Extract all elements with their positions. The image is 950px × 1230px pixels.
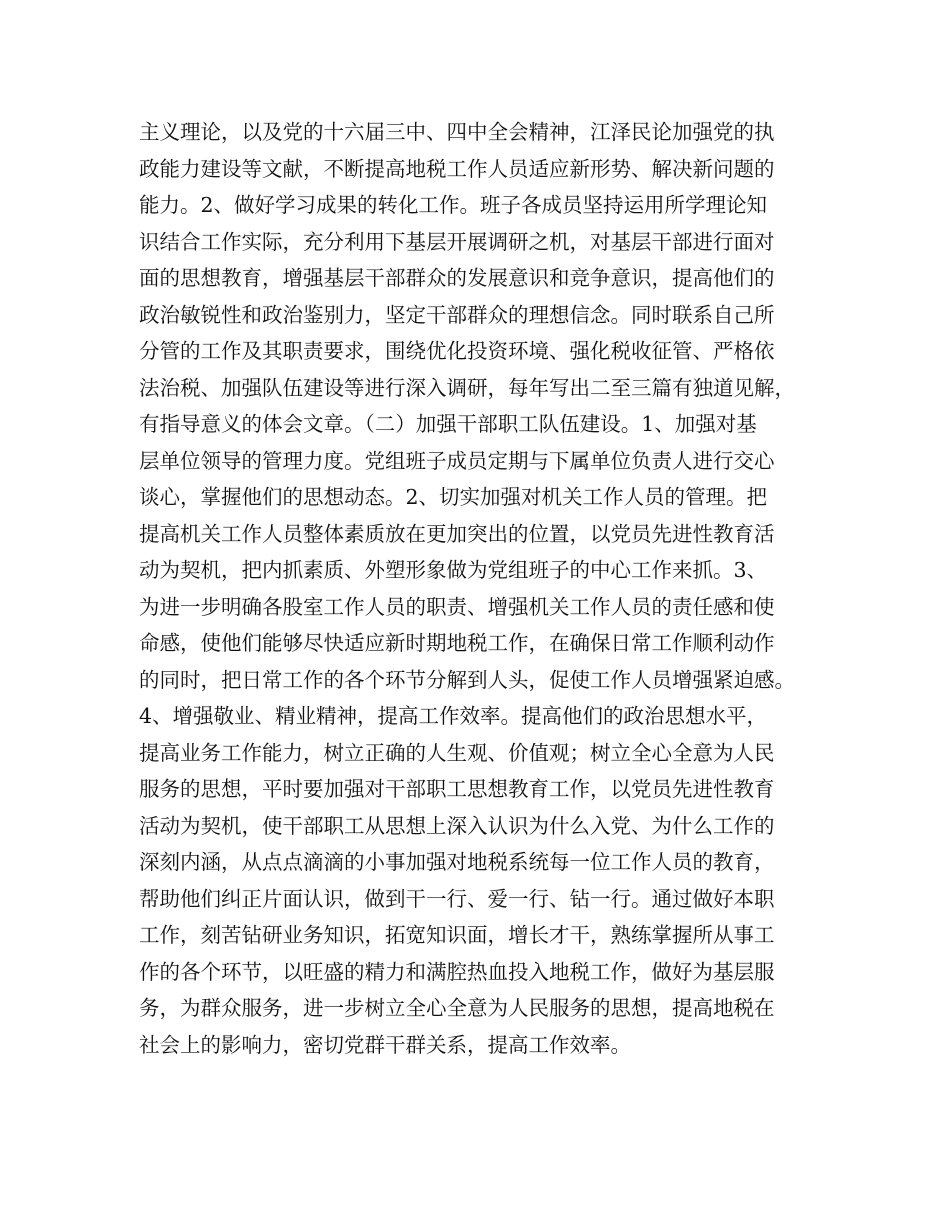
text-line: 谈心，掌握他们的思想动态。2、切实加强对机关工作人员的管理。把 [139, 485, 768, 509]
text-line: 命感，使他们能够尽快适应新时期地税工作，在确保日常工作顺利动作 [139, 631, 775, 655]
text-line: 政治敏锐性和政治鉴别力，坚定干部群众的理想信念。同时联系自己所 [139, 302, 775, 327]
text-line: 面的思想教育，增强基层干部群众的发展意识和竞争意识，提高他们的 [139, 266, 775, 290]
text-line: 服务的思想，平时要加强对干部职工思想教育工作，以党员先进性教育 [139, 777, 775, 801]
text-line: 政能力建设等文献，不断提高地税工作人员适应新形势、解决新问题的 [139, 156, 775, 181]
text-line: 为进一步明确各股室工作人员的职责、增强机关工作人员的责任感和使 [139, 594, 775, 619]
text-line: 深刻内涵，从点点滴滴的小事加强对地税系统每一位工作人员的教育， [139, 850, 775, 874]
text-line: 分管的工作及其职责要求，围绕优化投资环境、强化税收征管、严格依 [139, 339, 775, 363]
text-line: 的同时，把日常工作的各个环节分解到人头，促使工作人员增强紧迫感。 [139, 667, 795, 692]
text-line: 提高机关工作人员整体素质放在更加突出的位置，以党员先进性教育活 [139, 521, 775, 546]
text-line: 动为契机，把内抓素质、外塑形象做为党组班子的中心工作来抓。3、 [139, 558, 768, 582]
text-line: 帮助他们纠正片面认识，做到干一行、爱一行、钻一行。通过做好本职 [139, 886, 775, 911]
text-line: 层单位领导的管理力度。党组班子成员定期与下属单位负责人进行交心 [139, 448, 775, 473]
text-line: 主义理论，以及党的十六届三中、四中全会精神，江泽民论加强党的执 [139, 120, 775, 144]
text-line: 工作，刻苦钻研业务知识，拓宽知识面，增长才干，熟练掌握所从事工 [139, 923, 775, 947]
text-line: 能力。2、做好学习成果的转化工作。班子各成员坚持运用所学理论知 [139, 193, 768, 217]
text-line: 提高业务工作能力，树立正确的人生观、价值观；树立全心全意为人民 [139, 740, 775, 765]
text-line: 社会上的影响力，密切党群干群关系，提高工作效率。 [139, 1032, 631, 1057]
text-line: 识结合工作实际，充分利用下基层开展调研之机，对基层干部进行面对 [139, 229, 775, 254]
text-line: 作的各个环节，以旺盛的精力和满腔热血投入地税工作，做好为基层服 [139, 959, 775, 984]
text-line: 活动为契机，使干部职工从思想上深入认识为什么入党、为什么工作的 [139, 813, 775, 838]
text-line: 有指导意义的体会文章。（二）加强干部职工队伍建设。1、加强对基 [139, 412, 757, 436]
body-text [139, 114, 839, 1063]
text-line: 法治税、加强队伍建设等进行深入调研，每年写出二至三篇有独道见解， [139, 375, 795, 400]
text-line: 4、增强敬业、精业精神，提高工作效率。提高他们的政治思想水平， [139, 704, 768, 728]
text-line: 务，为群众服务，进一步树立全心全意为人民服务的思想，提高地税在 [139, 996, 775, 1020]
